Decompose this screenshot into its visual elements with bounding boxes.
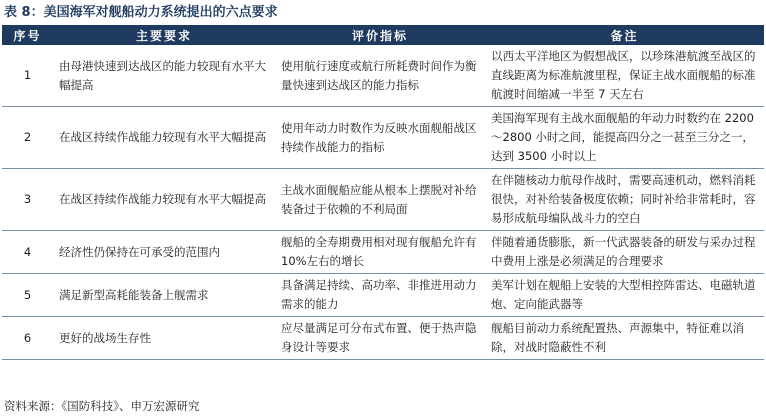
row-number: 3 [2,169,53,231]
row-metric: 使用年动力时数作为反映水面舰船战区持续作战能力的指标 [275,107,485,169]
header-number: 序号 [2,25,53,45]
row-metric: 具备满足持续、高功率、非推进用动力需求的能力 [275,274,485,317]
row-metric: 舰船的全寿期费用相对现有舰船允许有 10%左右的增长 [275,231,485,274]
header-requirement: 主要要求 [53,25,275,45]
row-note: 舰船目前动力系统配置热、声源集中，特征难以消除，对战时隐蔽性不利 [485,317,764,360]
header-metric: 评价指标 [275,25,485,45]
table-row [2,274,764,317]
row-metric: 使用航行速度或航行所耗费时间作为衡量快速到达战区的能力指标 [275,45,485,107]
row-number: 2 [2,107,53,169]
table-row [2,231,764,274]
row-note: 在伴随核动力航母作战时，需要高速机动，燃料消耗很快，对补给装备极度依赖；同时补给非常耗时，容易形成航母编队战斗力的空白 [485,169,764,231]
row-note: 以西太平洋地区为假想战区，以珍珠港航渡至战区的直线距离为标准航渡里程，保证主战水面舰船的标准航渡时间缩减一半至 7 天左右 [485,45,764,107]
table-row [2,317,764,360]
row-number: 1 [2,45,53,107]
table-row [2,45,764,107]
table-title: 表 8：美国海军对舰船动力系统提出的六点要求 [4,5,278,20]
row-requirement: 在战区持续作战能力较现有水平大幅提高 [53,169,275,231]
row-metric: 应尽量满足可分布式布置、便于热声隐身设计等要求 [275,317,485,360]
row-note: 美国海军现有主战水面舰船的年动力时数约在 2200～2800 小时之间，能提高四分之一甚至三分之一，达到 3500 小时以上 [485,107,764,169]
table-header-row [2,25,764,45]
row-requirement: 更好的战场生存性 [53,317,275,360]
row-requirement: 经济性仍保持在可承受的范围内 [53,231,275,274]
row-note: 美军计划在舰船上安装的大型相控阵雷达、电磁轨道炮、定向能武器等 [485,274,764,317]
header-note: 备注 [485,25,764,45]
row-number: 5 [2,274,53,317]
row-requirement: 在战区持续作战能力较现有水平大幅提高 [53,107,275,169]
row-number: 4 [2,231,53,274]
row-requirement: 由母港快速到达战区的能力较现有水平大幅提高 [53,45,275,107]
row-metric: 主战水面舰船应能从根本上摆脱对补给装备过于依赖的不利局面 [275,169,485,231]
table-row [2,107,764,169]
source-note: 资料来源：《国防科技》、申万宏源研究 [4,399,200,413]
requirements-table [2,25,764,360]
row-requirement: 满足新型高耗能装备上舰需求 [53,274,275,317]
row-number: 6 [2,317,53,360]
table-row [2,169,764,231]
row-note: 伴随着通货膨胀，新一代武器装备的研发与采办过程中费用上涨是必须满足的合理要求 [485,231,764,274]
